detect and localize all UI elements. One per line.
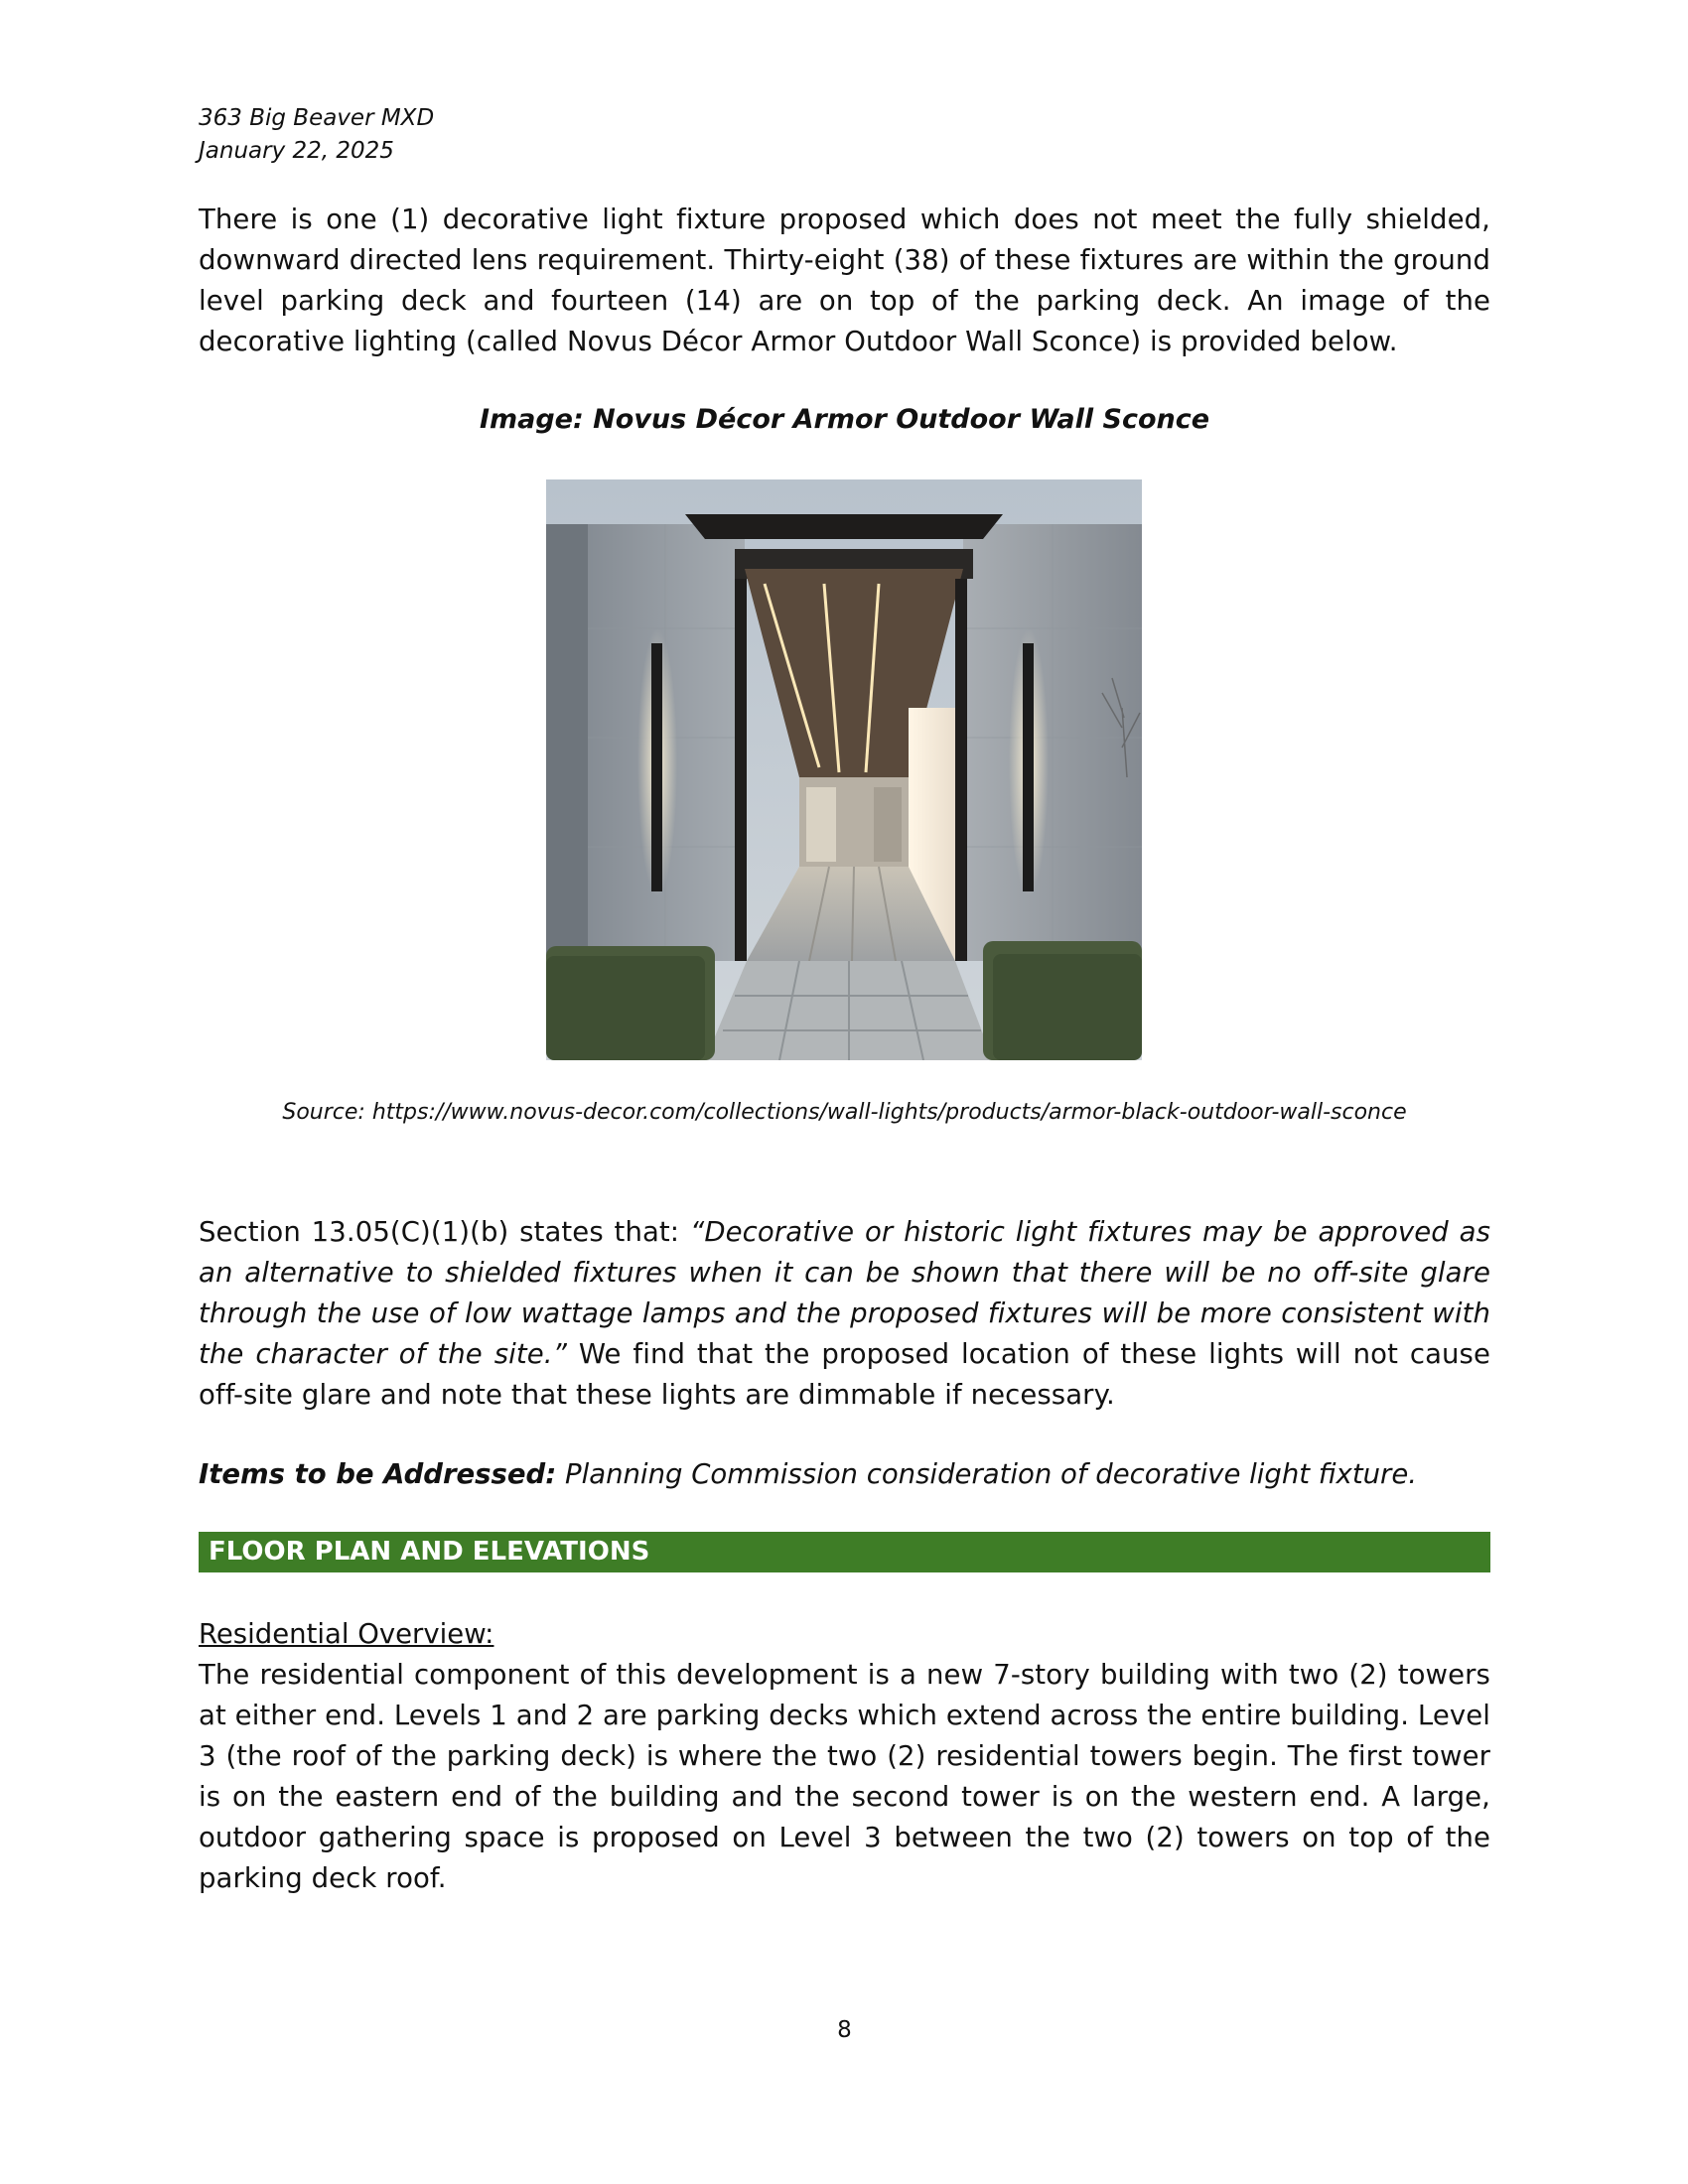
image-caption-title: Image: Novus Décor Armor Outdoor Wall Sconce bbox=[479, 404, 1210, 435]
lighting-paragraph: There is one (1) decorative light fixture proposed which does not meet the fully shielded, downward directed lens requirement. Thirty-eight (38) of these fixtures are within the ground level parking deck and fourteen (14) are on top of the parking deck. An image of the decorative lighting (called Novus Décor Armor Outdoor Wall Sconce) is provided below. bbox=[199, 204, 1490, 357]
residential-overview-heading: Residential Overview: bbox=[199, 1618, 494, 1650]
header-date: January 22, 2025 bbox=[199, 138, 394, 164]
ordinance-finding: We find that the proposed location of these lights will not cause off-site glare and note that these lights are dimmable if necessary. bbox=[199, 1338, 1490, 1411]
page-number: 8 bbox=[837, 2017, 852, 2043]
image-source-citation: Source: https://www.novus-decor.com/collections/wall-lights/products/armor-black-outdoor-wall-sconce bbox=[282, 1100, 1407, 1125]
residential-paragraph: The residential component of this development is a new 7-story building with two (2) towers at either end. Levels 1 and 2 are parking decks which extend across the entire building. Level 3 (the roof of the parking deck) is where the two (2) residential towers begin. The first tower is on the eastern end of the building and the second tower is on the western end. A large, outdoor gathering space is proposed on Level 3 between the two (2) towers on top of the parking deck roof. bbox=[199, 1659, 1490, 1894]
ordinance-lead: Section 13.05(C)(1)(b) states that: bbox=[199, 1216, 690, 1248]
items-text: Planning Commission consideration of decorative light fixture. bbox=[556, 1458, 1418, 1490]
items-to-address bbox=[199, 1454, 1417, 1495]
header-project: 363 Big Beaver MXD bbox=[199, 105, 435, 131]
page-header bbox=[199, 102, 434, 168]
ordinance-quote: “Decorative or historic light fixtures may be approved as an alternative to shielded fixtures when it can be shown that there will be no off-site glare through the use of low wattage lamps and the proposed fixtures will be more consistent with the character of the site.” bbox=[199, 1216, 1491, 1370]
items-label: Items to be Addressed: bbox=[199, 1458, 557, 1490]
section-heading-bar: FLOOR PLAN AND ELEVATIONS bbox=[199, 1532, 1490, 1572]
ordinance-paragraph bbox=[199, 1212, 1490, 1416]
wall-sconce-photo bbox=[546, 479, 1142, 1060]
document-page bbox=[199, 0, 1490, 2184]
